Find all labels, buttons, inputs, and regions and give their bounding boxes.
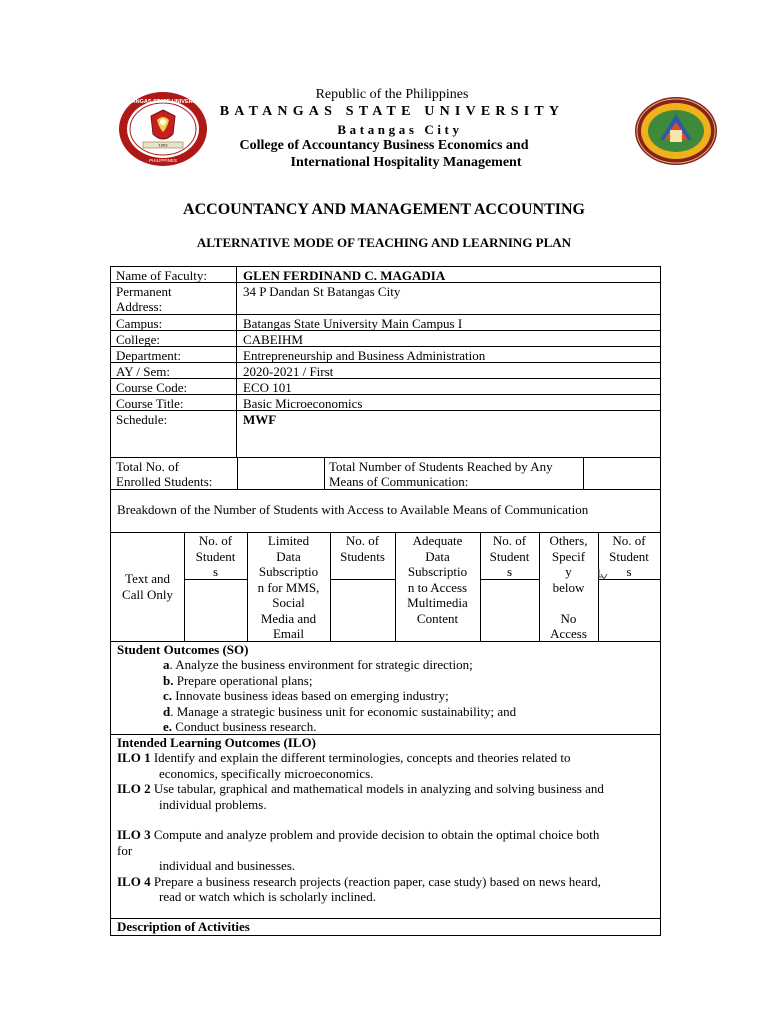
row-faculty (111, 267, 660, 283)
no-of-students-header-3: No. of Student s (489, 533, 530, 579)
so-item-a: a. Analyze the business environment for strategic direction; (163, 657, 473, 673)
plan-table (110, 266, 661, 936)
row-breakdown-grid (111, 533, 660, 642)
aysem-label: AY / Sem: (111, 363, 237, 378)
republic-line: Republic of the Philippines (315, 87, 469, 102)
address-label: Permanent Address: (111, 283, 237, 314)
reached-value (583, 458, 660, 489)
ilo-3: ILO 3 Compute and analyze problem and provide decision to obtain the optimal choice both (117, 827, 600, 843)
row-aysem (111, 363, 660, 379)
faculty-value: GLEN FERDINAND C. MAGADIA (243, 268, 446, 283)
breakdown-title: Breakdown of the Number of Students with Access to Available Means of Communication (117, 502, 589, 517)
address-value: 34 P Dandan St Batangas City (243, 284, 401, 299)
college-value: CABEIHM (243, 332, 303, 347)
others-header: Others, Specif y below No Access (549, 533, 588, 641)
text-call-only-header: Text and Call Only (122, 571, 173, 602)
ilo-1: ILO 1 Identify and explain the different terminologies, concepts and theories related to (117, 750, 571, 766)
college-line-2: International Hospitality Management (290, 155, 522, 170)
aysem-value: 2020-2021 / First (243, 364, 334, 379)
activities-heading: Description of Activities (117, 919, 250, 934)
course-title-label: Course Title: (111, 395, 237, 410)
ilo-4: ILO 4 Prepare a business research projects (reaction paper, case study) based on news heard, (117, 873, 601, 889)
college-label: College: (111, 331, 237, 346)
svg-text:1903: 1903 (158, 142, 168, 148)
no-of-students-header-1: No. of Student s (195, 533, 236, 579)
row-activities (111, 919, 660, 935)
row-enrolled (111, 458, 660, 490)
row-ilo (111, 735, 660, 919)
enrolled-value (237, 458, 324, 489)
course-code-value: ECO 101 (243, 380, 292, 395)
row-schedule (111, 411, 660, 458)
document-title: ACCOUNTANCY AND MANAGEMENT ACCOUNTING (183, 201, 585, 218)
so-item-b: b. Prepare operational plans; (163, 672, 313, 688)
row-course-title (111, 395, 660, 411)
ilo-section: Intended Learning Outcomes (ILO) ILO 1 Identify and explain the different terminologies, concepts and theories related to economics, specifically microeconomics. ILO 2 Use tabular, graphical and mathematical models in analyzing and solving business and individual problems. ILO 3 Compute and analyze problem and provide decision to obtain the optimal choice both for individual and businesses. ILO 4 Prepare a business research projects (reaction paper, case study) based on news heard, read or watch which is scholarly inclined. (111, 735, 660, 904)
department-value: Entrepreneurship and Business Administration (243, 348, 486, 363)
row-department (111, 347, 660, 363)
ilo-2: ILO 2 Use tabular, graphical and mathematical models in analyzing and solving business and (117, 781, 604, 797)
row-student-outcomes (111, 642, 660, 735)
faculty-label: Name of Faculty: (111, 267, 237, 282)
schedule-label: Schedule: (111, 411, 237, 457)
arrow-down-icon (597, 567, 611, 581)
so-item-c: c. Innovate business ideas based on emerging industry; (163, 688, 449, 704)
so-heading: Student Outcomes (SO) (117, 642, 249, 657)
course-code-label: Course Code: (111, 379, 237, 394)
campus-value: Batangas State University Main Campus I (243, 316, 463, 331)
city-line: Batangas City (337, 122, 463, 137)
document-subtitle: ALTERNATIVE MODE OF TEACHING AND LEARNING PLAN (196, 235, 572, 250)
adequate-data-header: Adequate Data Subscriptio n to Access Multimedia Content (407, 533, 468, 626)
row-college (111, 331, 660, 347)
svg-text:PHILIPPINES: PHILIPPINES (149, 158, 177, 163)
campus-label: Campus: (111, 315, 237, 330)
limited-data-header: Limited Data Subscriptio n for MMS, Social Media and Email (257, 533, 320, 641)
student-outcomes-section (111, 642, 660, 734)
course-title-value: Basic Microeconomics (243, 396, 363, 411)
row-course-code (111, 379, 660, 395)
college-line-1: College of Accountancy Business Economics and (239, 138, 529, 153)
row-campus (111, 315, 660, 331)
university-name: BATANGAS STATE UNIVERSITY (219, 104, 565, 119)
row-breakdown-title (111, 490, 660, 533)
department-label: Department: (111, 347, 237, 362)
ilo-heading: Intended Learning Outcomes (ILO) (117, 735, 316, 750)
svg-text:BATANGAS STATE UNIVERSITY: BATANGAS STATE UNIVERSITY (121, 99, 205, 105)
so-item-d: d. Manage a strategic business unit for economic sustainability; and (163, 703, 517, 719)
schedule-value: MWF (243, 412, 277, 427)
reached-label: Total Number of Students Reached by Any Means of Communication: (329, 459, 553, 489)
enrolled-label: Total No. of Enrolled Students: (116, 459, 213, 489)
no-of-students-header-4: No. of Student s (609, 533, 649, 579)
no-of-students-header-2: No. of Students (340, 533, 385, 564)
row-address (111, 283, 660, 315)
so-item-e: e. Conduct business research. (163, 719, 317, 735)
